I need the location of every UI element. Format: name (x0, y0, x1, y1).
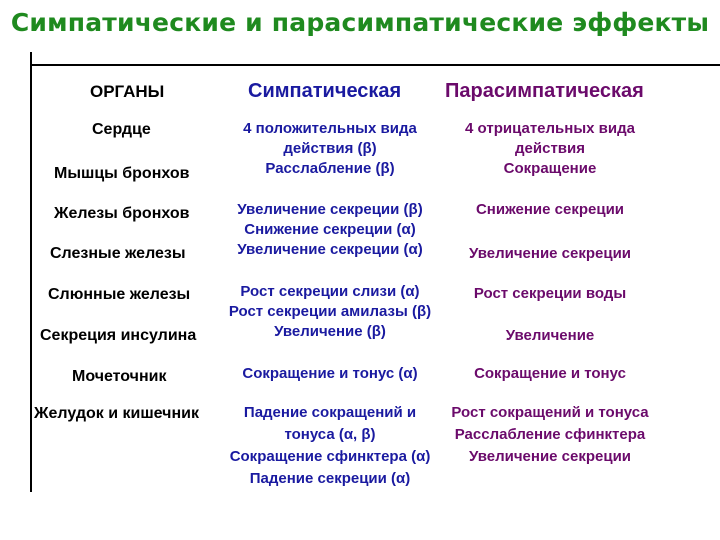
sym-gi-line4: Падение секреции (α) (249, 470, 411, 487)
par-heart-line1: 4 отрицательных вида (465, 120, 635, 137)
organ-bronchial-glands: Железы бронхов (54, 205, 190, 222)
organ-heart: Сердце (92, 121, 151, 138)
horizontal-rule (30, 64, 720, 66)
sym-salivary-1: Рост секреции слизи (α) (240, 283, 420, 300)
par-heart-line2: действия (515, 140, 585, 157)
par-bronchial-glands: Снижение секреции (475, 201, 625, 218)
sym-heart-line1: 4 положительных вида (243, 120, 417, 137)
par-gi-line2: Расслабление сфинктера (454, 426, 646, 443)
organ-ureter: Мочеточник (72, 368, 167, 385)
header-parasympathetic: Парасимпатическая (445, 80, 644, 102)
header-sympathetic: Симпатическая (248, 80, 402, 102)
organ-insulin-secretion: Секреция инсулина (40, 327, 197, 344)
vertical-rule (30, 52, 32, 492)
sym-bronchial-glands-1: Увеличение секреции (β) (237, 201, 423, 218)
par-ureter: Сокращение и тонус (474, 365, 626, 382)
sym-bronchial-glands-2: Снижение секреции (α) (244, 221, 416, 238)
par-bronchial-muscles: Сокращение (503, 160, 597, 177)
sym-lacrimal-glands: Увеличение секреции (α) (237, 241, 423, 258)
sym-ureter: Сокращение и тонус (α) (242, 365, 418, 382)
par-salivary-glands: Рост секреции воды (473, 285, 627, 302)
sym-heart-line2: действия (β) (283, 140, 377, 157)
header-organs: ОРГАНЫ (90, 82, 165, 101)
sym-insulin: Увеличение (β) (274, 323, 386, 340)
organ-salivary-glands: Слюнные железы (48, 286, 191, 303)
sym-gi-line1: Падение сокращений и (243, 404, 417, 421)
sym-gi-line3: Сокращение сфинктера (α) (229, 448, 431, 465)
par-gi-line1: Рост сокращений и тонуса (451, 404, 649, 421)
par-lacrimal-glands: Увеличение секреции (468, 245, 632, 262)
organ-stomach-intestine: Желудок и кишечник (34, 405, 199, 422)
organ-lacrimal-glands: Слезные железы (50, 245, 186, 262)
par-gi-line3: Увеличение секреции (468, 448, 632, 465)
sym-salivary-2: Рост секреции амилазы (β) (228, 303, 432, 320)
sym-gi-line2: тонуса (α, β) (284, 426, 376, 443)
sym-bronchial-muscles: Расслабление (β) (265, 160, 395, 177)
organ-bronchial-muscles: Мышцы бронхов (54, 165, 190, 182)
page-title: Симпатические и парасимпатические эффекты (10, 8, 710, 37)
par-insulin: Увеличение (505, 327, 595, 344)
